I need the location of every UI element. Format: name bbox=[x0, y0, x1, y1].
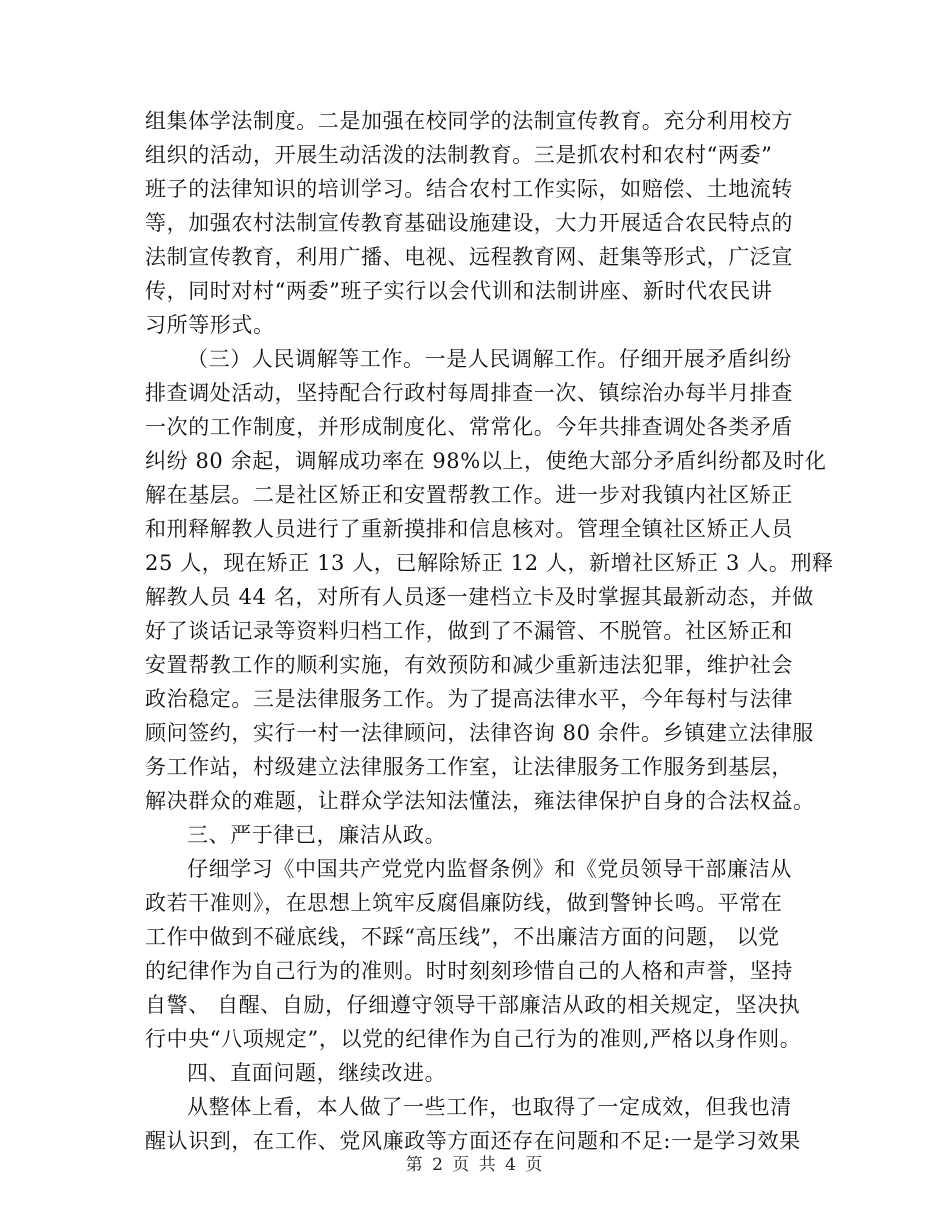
text-line: 等，加强农村法制宣传教育基础设施建设，大力开展适合农民特点的 bbox=[145, 211, 793, 235]
text-line: 顾问签约，实行一村一法律顾问，法律咨询 80 余件。乡镇建立法律服 bbox=[145, 721, 814, 745]
text-line: 政治稳定。三是法律服务工作。为了提高法律水平，今年每村与法律 bbox=[145, 687, 793, 711]
text-line: 的纪律作为自己行为的准则。时时刻刻珍惜自己的人格和声誉，坚持 bbox=[145, 959, 793, 983]
text-line: 组集体学法制度。二是加强在校同学的法制宣传教育。充分利用校方 bbox=[145, 109, 793, 133]
text-line: 解决群众的难题，让群众学法知法懂法，雍法律保护自身的合法权益。 bbox=[145, 789, 815, 813]
text-line: 从整体上看，本人做了一些工作，也取得了一定成效，但我也清 bbox=[187, 1095, 792, 1119]
text-line: 纠纷 80 余起，调解成功率在 98%以上，使绝大部分矛盾纠纷都及时化 bbox=[145, 449, 827, 473]
text-line: 好了谈话记录等资料归档工作，做到了不漏管、不脱管。社区矫正和 bbox=[145, 619, 793, 643]
text-line: 一次的工作制度，并形成制度化、常常化。今年共排查调处各类矛盾 bbox=[145, 415, 793, 439]
text-line: 解在基层。二是社区矫正和安置帮教工作。进一步对我镇内社区矫正 bbox=[145, 483, 793, 507]
text-line: 安置帮教工作的顺利实施，有效预防和减少重新违法犯罪，维护社会 bbox=[145, 653, 793, 677]
text-line: 组织的活动，开展生动活泼的法制教育。三是抓农村和农村“两委” bbox=[145, 143, 773, 167]
page-number-footer: 第 2 页 共 4 页 bbox=[405, 1155, 545, 1175]
section-heading: 三、严于律已，廉洁从政。 bbox=[187, 823, 447, 847]
text-line: 习所等形式。 bbox=[145, 313, 275, 337]
text-line: 和刑释解教人员进行了重新摸排和信息核对。管理全镇社区矫正人员 bbox=[145, 517, 793, 541]
text-line: 醒认识到，在工作、党风廉政等方面还存在问题和不足:一是学习效果 bbox=[145, 1129, 801, 1153]
text-line: 传，同时对村“两委”班子实行以会代训和法制讲座、新时代农民讲 bbox=[145, 279, 773, 303]
text-line: （三）人民调解等工作。一是人民调解工作。仔细开展矛盾纠纷 bbox=[187, 347, 792, 371]
text-line: 自警、 自醒、自励，仔细遵守领导干部廉洁从政的相关规定，坚决执 bbox=[145, 993, 801, 1017]
text-line: 政若干准则》，在思想上筑牢反腐倡廉防线，做到警钟长鸣。平常在 bbox=[145, 891, 783, 915]
text-line: 解教人员 44 名，对所有人员逐一建档立卡及时掌握其最新动态，并做 bbox=[145, 585, 814, 609]
text-line: 班子的法律知识的培训学习。结合农村工作实际，如赔偿、土地流转 bbox=[145, 177, 793, 201]
section-heading: 四、直面问题，继续改进。 bbox=[187, 1061, 447, 1085]
text-line: 25 人，现在矫正 13 人，已解除矫正 12 人，新增社区矫正 3 人。刑释 bbox=[145, 551, 834, 575]
text-line: 排查调处活动，坚持配合行政村每周排查一次、镇综治办每半月排查 bbox=[145, 381, 793, 405]
text-line: 仔细学习《中国共产党党内监督条例》和《党员领导干部廉洁从 bbox=[187, 857, 792, 881]
text-line: 务工作站，村级建立法律服务工作室，让法律服务工作服务到基层， bbox=[145, 755, 793, 779]
text-line: 行中央“八项规定”，以党的纪律作为自己行为的准则,严格以身作则。 bbox=[145, 1027, 802, 1051]
text-line: 工作中做到不碰底线，不踩“高压线”，不出廉洁方面的问题， 以党 bbox=[145, 925, 780, 949]
text-line: 法制宣传教育，利用广播、电视、远程教育网、赶集等形式，广泛宣 bbox=[145, 245, 793, 269]
